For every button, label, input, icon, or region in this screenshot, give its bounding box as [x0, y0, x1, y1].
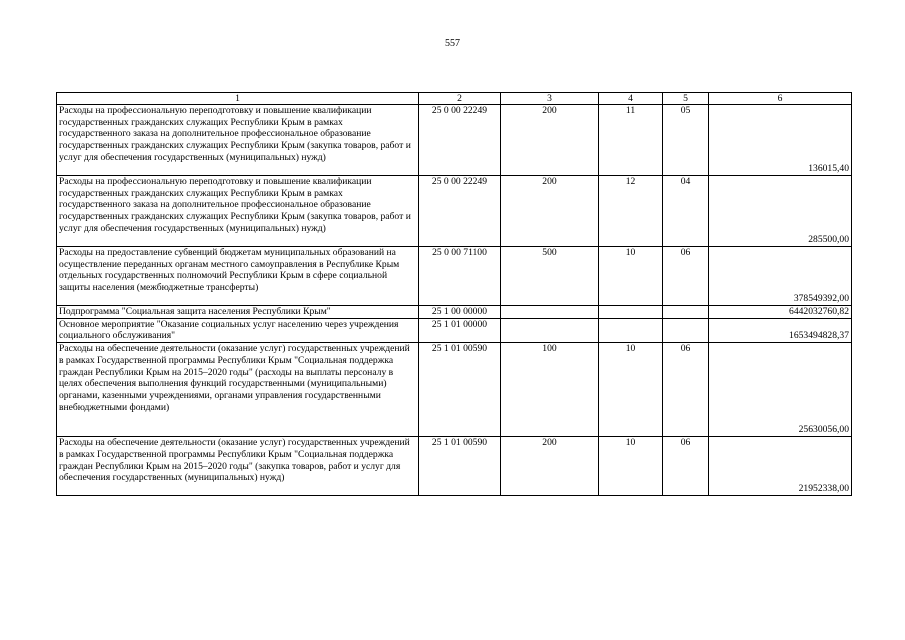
- row-amount: 378549392,00: [709, 247, 852, 306]
- table-row: [57, 105, 852, 176]
- row-type: 500: [501, 247, 599, 306]
- row-subsection: [663, 306, 709, 319]
- row-subsection: 04: [663, 176, 709, 247]
- row-section: 10: [599, 343, 663, 437]
- row-section: [599, 306, 663, 319]
- row-type: 200: [501, 105, 599, 176]
- row-code: 25 1 01 00590: [419, 343, 501, 437]
- column-header: 3: [501, 93, 599, 105]
- row-name: Расходы на профессиональную переподготовку и повышение квалификации государственных гражданских служащих Республики Крым в рамках государственного заказа на дополнительное профессиональное образование государственных гражданских служащих Республики Крым (закупка товаров, работ и услуг для обеспечения государственных (муниципальных) нужд): [57, 105, 419, 176]
- row-type: 200: [501, 176, 599, 247]
- column-header: 2: [419, 93, 501, 105]
- page-number: 557: [445, 38, 460, 49]
- row-section: 10: [599, 437, 663, 496]
- table-row: [57, 318, 852, 342]
- row-code: 25 1 00 00000: [419, 306, 501, 319]
- row-amount: 136015,40: [709, 105, 852, 176]
- row-subsection: 06: [663, 437, 709, 496]
- column-header: 1: [57, 93, 419, 105]
- column-header: 4: [599, 93, 663, 105]
- row-subsection: 05: [663, 105, 709, 176]
- table-row: [57, 176, 852, 247]
- row-code: 25 1 01 00590: [419, 437, 501, 496]
- row-amount: 25630056,00: [709, 343, 852, 437]
- row-amount: 6442032760,82: [709, 306, 852, 319]
- table-row: [57, 247, 852, 306]
- row-type: [501, 306, 599, 319]
- row-section: 11: [599, 105, 663, 176]
- row-amount: 285500,00: [709, 176, 852, 247]
- row-section: 12: [599, 176, 663, 247]
- row-section: 10: [599, 247, 663, 306]
- row-name: Основное мероприятие "Оказание социальных услуг населению через учреждения социального обслуживания": [57, 318, 419, 342]
- row-type: [501, 318, 599, 342]
- row-section: [599, 318, 663, 342]
- row-code: 25 0 00 22249: [419, 176, 501, 247]
- row-type: 200: [501, 437, 599, 496]
- row-code: 25 1 01 00000: [419, 318, 501, 342]
- table-row: [57, 343, 852, 437]
- row-name: Расходы на профессиональную переподготовку и повышение квалификации государственных гражданских служащих Республики Крым в рамках государственного заказа на дополнительное профессиональное образование государственных гражданских служащих Республики Крым (закупка товаров, работ и услуг для обеспечения государственных (муниципальных) нужд): [57, 176, 419, 247]
- row-code: 25 0 00 71100: [419, 247, 501, 306]
- row-amount: 1653494828,37: [709, 318, 852, 342]
- row-subsection: 06: [663, 343, 709, 437]
- table-header-row: [57, 93, 852, 105]
- row-amount: 21952338,00: [709, 437, 852, 496]
- row-name: Расходы на обеспечение деятельности (оказание услуг) государственных учреждений в рамках Государственной программы Республики Крым "Социальная поддержка граждан Республики Крым на 2015–2020 годы" (расходы на выплаты персоналу в целях обеспечения выполнения функций государственными (муниципальными) органами, казенными учреждениями, органами управления государственными внебюджетными фондами): [57, 343, 419, 437]
- row-name: Расходы на обеспечение деятельности (оказание услуг) государственных учреждений в рамках Государственной программы Республики Крым "Социальная поддержка граждан Республики Крым на 2015–2020 годы" (закупка товаров, работ и услуг для обеспечения государственных (муниципальных) нужд): [57, 437, 419, 496]
- table-row: [57, 437, 852, 496]
- row-code: 25 0 00 22249: [419, 105, 501, 176]
- row-subsection: [663, 318, 709, 342]
- row-name: Подпрограмма "Социальная защита населения Республики Крым": [57, 306, 419, 319]
- column-header: 5: [663, 93, 709, 105]
- row-type: 100: [501, 343, 599, 437]
- table-row: [57, 306, 852, 319]
- row-subsection: 06: [663, 247, 709, 306]
- row-name: Расходы на предоставление субвенций бюджетам муниципальных образований на осуществление переданных органам местного самоуправления в Республике Крым отдельных государственных полномочий Республики Крым в сфере социальной защиты населения (межбюджетные трансферты): [57, 247, 419, 306]
- column-header: 6: [709, 93, 852, 105]
- budget-table: [56, 92, 852, 496]
